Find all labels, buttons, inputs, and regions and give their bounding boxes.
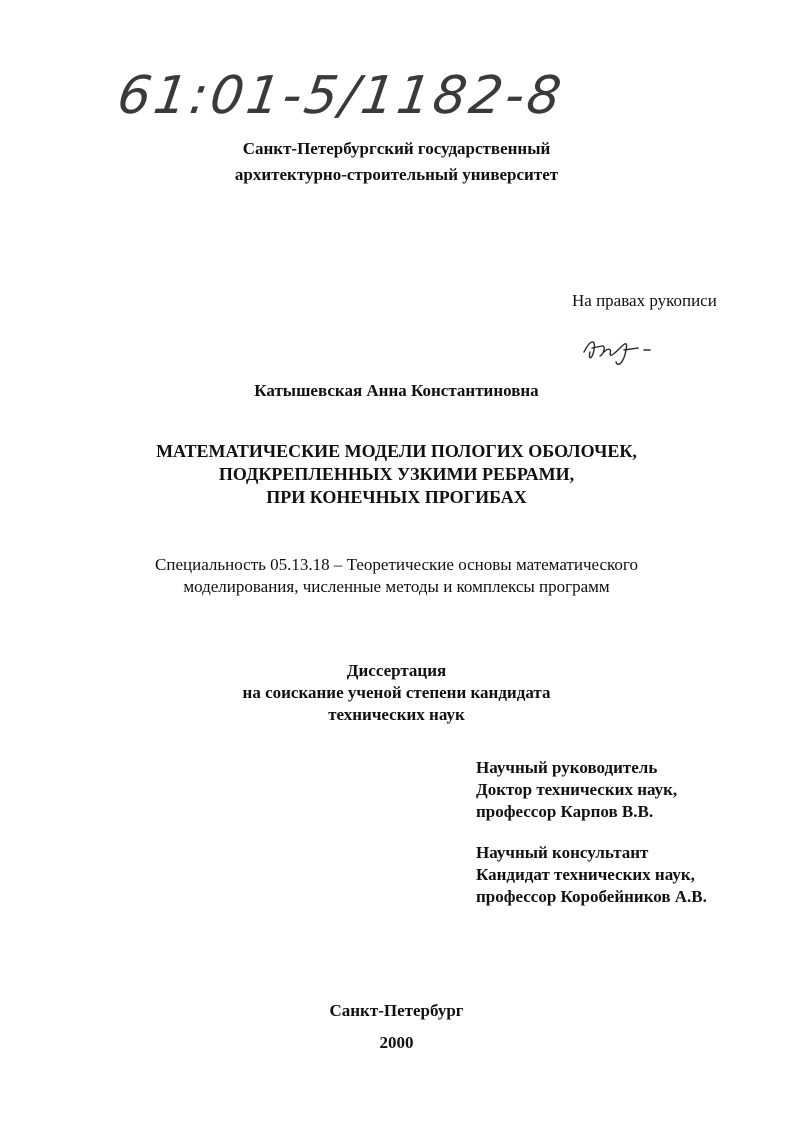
specialty-line-2: моделирования, численные методы и комплексы программ xyxy=(183,577,610,596)
author-name: Катышевская Анна Константиновна xyxy=(254,381,539,400)
consultant-block xyxy=(476,842,707,908)
handwritten-archive-number: 61:01-5/1182-8 xyxy=(113,66,568,126)
university-name xyxy=(0,136,793,188)
university-line-2: архитектурно-строительный университет xyxy=(234,165,559,184)
signature-image xyxy=(580,330,660,370)
year: 2000 xyxy=(379,1033,414,1052)
dissertation-line-3: технических наук xyxy=(328,705,465,724)
specialty-line-1: Специальность 05.13.18 – Теоретические основы математического xyxy=(155,555,638,574)
specialty xyxy=(0,554,793,598)
supervisor-name: профессор Карпов В.В. xyxy=(476,802,654,821)
title-line-3: ПРИ КОНЕЧНЫХ ПРОГИБАХ xyxy=(266,487,527,507)
title-line-2: ПОДКРЕПЛЕННЫХ УЗКИМИ РЕБРАМИ, xyxy=(218,464,575,484)
consultant-role: Научный консультант xyxy=(476,843,649,862)
supervisor-degree: Доктор технических наук, xyxy=(476,780,678,799)
dissertation-line-1: Диссертация xyxy=(346,661,447,680)
dissertation-line-2: на соискание ученой степени кандидата xyxy=(242,683,551,702)
dissertation-title xyxy=(0,440,793,509)
supervisor-block xyxy=(476,757,677,823)
consultant-degree: Кандидат технических наук, xyxy=(476,865,695,884)
university-line-1: Санкт-Петербургский государственный xyxy=(242,139,551,158)
dissertation-degree xyxy=(0,660,793,726)
manuscript-note: На правах рукописи xyxy=(572,291,717,310)
title-line-1: МАТЕМАТИЧЕСКИЕ МОДЕЛИ ПОЛОГИХ ОБОЛОЧЕК, xyxy=(156,441,637,461)
supervisor-role: Научный руководитель xyxy=(476,758,658,777)
city: Санкт-Петербург xyxy=(329,1001,464,1020)
consultant-name: профессор Коробейников А.В. xyxy=(476,887,707,906)
